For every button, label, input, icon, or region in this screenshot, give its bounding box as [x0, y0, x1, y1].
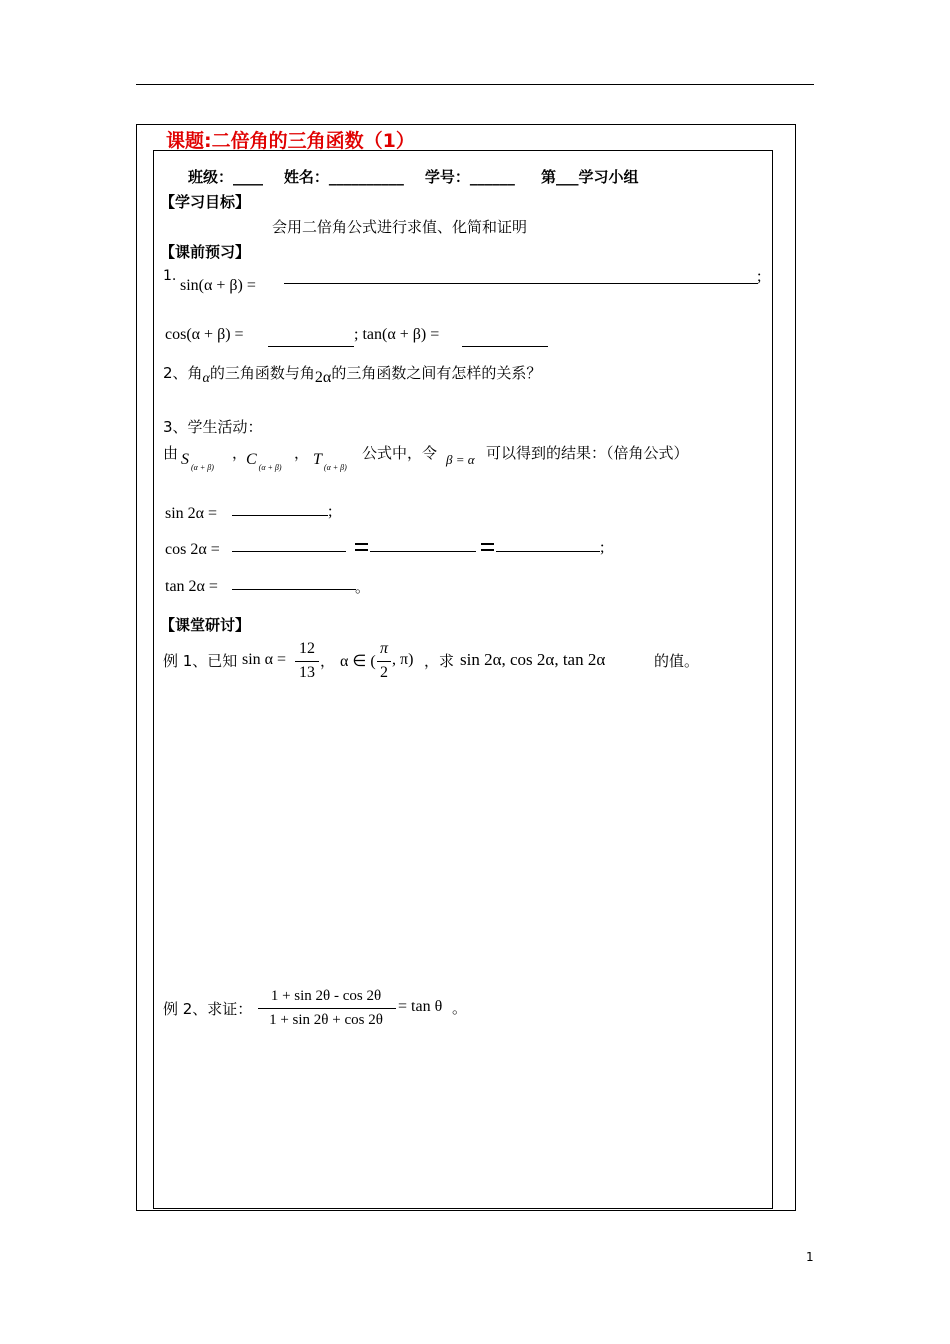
ex1-end: 的值。	[654, 652, 700, 670]
sin-sum-blank	[284, 283, 758, 284]
item1-number: 1.	[163, 268, 177, 284]
cos-sum-blank	[268, 346, 354, 347]
ex1-fraction-denominator: 13	[299, 664, 315, 681]
example-2-prefix: 例 2、求证：	[163, 1000, 253, 1018]
q3-mid: 公式中，令	[362, 444, 438, 462]
tan-sum-blank	[462, 346, 548, 347]
c-letter: C	[246, 451, 257, 468]
t-subscript: (α + β)	[323, 463, 347, 472]
equals-bar-2b	[481, 549, 494, 551]
t-letter: T	[313, 451, 322, 468]
tan2a-formula: tan 2α =	[165, 578, 218, 595]
sin-sum-formula: sin(α + β) =	[180, 277, 256, 294]
name-label: 姓名：	[283, 168, 329, 186]
q2-text-a: 2、角	[163, 364, 203, 382]
ex1-fraction-bar	[295, 661, 319, 662]
ex1-pi-denominator: 2	[380, 664, 388, 681]
sin-sum-semicolon: ;	[757, 268, 762, 285]
equals-bar-1b	[355, 549, 368, 551]
ex2-rhs: = tan θ	[398, 998, 443, 1015]
c-subscript: (α + β)	[258, 463, 282, 472]
goals-text: 会用二倍角公式进行求值、化简和证明	[272, 218, 528, 236]
comma-2: ，	[294, 444, 310, 462]
page-title: 课题:二倍角的三角函数（1）	[166, 130, 415, 152]
tan-sum-formula: ; tan(α + β) =	[354, 326, 440, 343]
sin2a-blank	[232, 515, 328, 516]
ex1-pi-bar	[377, 661, 391, 662]
sin2a-formula: sin 2α =	[165, 505, 218, 522]
cos2a-end: ;	[600, 539, 605, 556]
equals-bar-2a	[481, 543, 494, 545]
group-suffix: 学习小组	[578, 168, 639, 186]
class-blank: ____	[233, 168, 264, 186]
header-rule	[136, 84, 814, 85]
question-3: 3、学生活动：	[163, 418, 263, 436]
example-1-prefix: 例 1、已知	[163, 652, 238, 670]
page-number: 1	[806, 1250, 814, 1264]
goals-header: 【学习目标】	[160, 193, 251, 211]
group-prefix: 第	[540, 168, 556, 186]
group-blank: ___	[555, 168, 579, 186]
q2-alpha: α	[202, 371, 210, 386]
s-letter: S	[181, 451, 189, 468]
class-label: 班级：	[188, 168, 234, 186]
beta-eq-alpha: β = α	[446, 452, 475, 467]
tan2a-blank	[232, 589, 356, 590]
cos-sum-formula: cos(α + β) =	[165, 326, 244, 343]
s-symbol	[181, 451, 214, 472]
ex1-fraction-numerator: 12	[299, 640, 315, 657]
ex2-denominator: 1 + sin 2θ + cos 2θ	[269, 1012, 383, 1028]
ex1-range-a: α ∈ (	[340, 653, 376, 670]
name-blank: __________	[328, 168, 404, 186]
cos2a-blank-3	[496, 551, 600, 552]
t-symbol	[313, 451, 347, 472]
question-2	[163, 362, 542, 386]
ex1-range-b: , π)	[392, 651, 414, 668]
preview-header: 【课前预习】	[160, 243, 251, 261]
s-subscript: (α + β)	[191, 463, 214, 472]
id-blank: ______	[469, 168, 515, 186]
q3-from: 由	[163, 444, 179, 462]
id-label: 学号：	[424, 168, 470, 186]
ex2-fraction-bar	[258, 1008, 396, 1009]
ex1-targets: sin 2α, cos 2α, tan 2α	[460, 650, 606, 669]
ex1-pi-numerator: π	[379, 640, 388, 657]
q2-text-c: 的三角函数之间有怎样的关系？	[331, 364, 542, 382]
cos2a-blank-2	[370, 551, 476, 552]
discussion-header: 【课堂研讨】	[160, 616, 251, 634]
ex1-ask: ，求	[424, 652, 455, 670]
q2-text-b: 的三角函数与角	[209, 364, 315, 382]
cos2a-blank-1	[232, 551, 346, 552]
tan2a-end: 。	[355, 578, 371, 596]
example-1-sin: sin α =	[242, 651, 287, 668]
sin2a-end: ;	[328, 503, 333, 520]
comma-1: ，	[232, 444, 248, 462]
ex2-end: 。	[452, 999, 468, 1017]
equals-bar-1a	[355, 543, 368, 545]
q3-end: 可以得到的结果：（倍角公式）	[486, 444, 689, 462]
q2-2alpha: 2α	[314, 369, 332, 386]
c-symbol	[246, 451, 282, 472]
cos2a-formula: cos 2α =	[165, 541, 220, 558]
info-row	[188, 166, 638, 187]
inner-frame	[153, 150, 773, 1209]
ex2-numerator: 1 + sin 2θ - cos 2θ	[270, 988, 382, 1004]
ex1-comma: ，	[320, 652, 336, 670]
